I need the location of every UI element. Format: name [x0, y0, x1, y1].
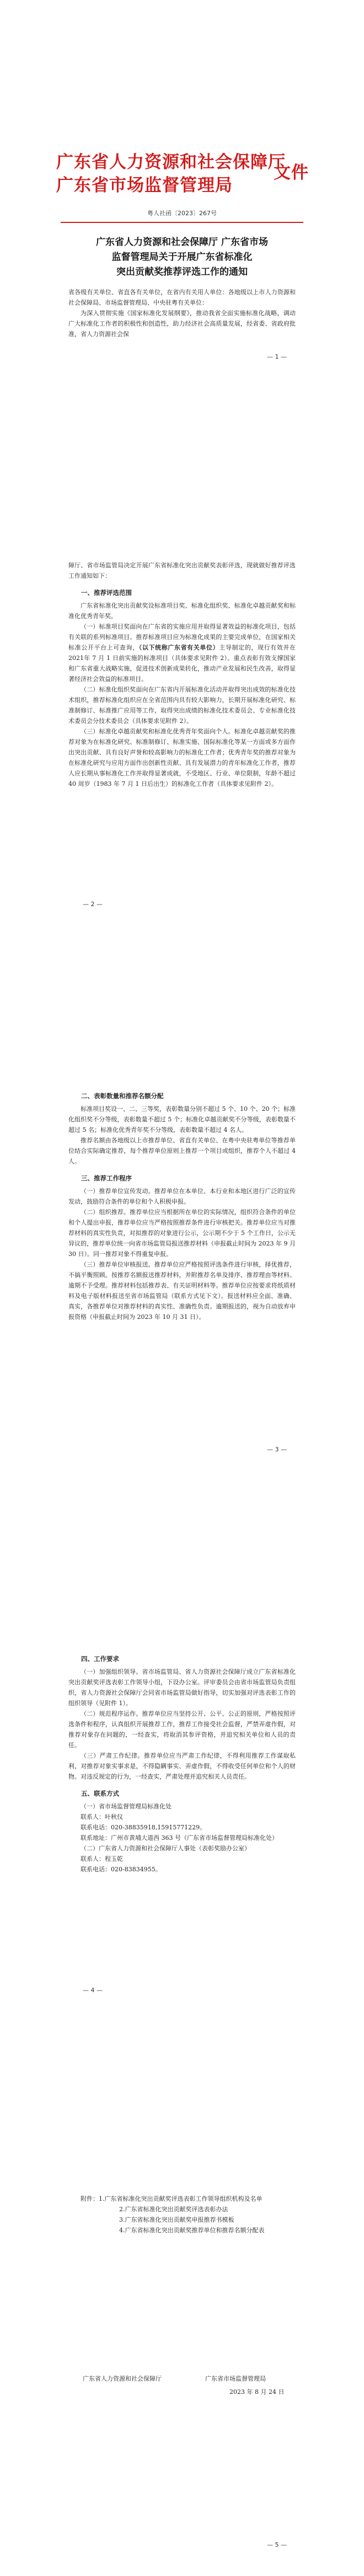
contact-phone: 联系电话：020-38835918,15915771229。 — [81, 1824, 206, 1831]
red-divider — [61, 222, 303, 223]
page-number: — 4 — — [83, 1987, 103, 1994]
signer-hrss: 广东省人力资源和社会保障厅 — [83, 2375, 162, 2382]
paragraph: 为深入贯彻实施《国家标准化发展纲要》，推动我省全面实施标准化战略，调动广大标准化工作者的积极性和创造性，助力经济社会高质量发展，经省委、省政府批准，省人力资源社会保 — [68, 310, 296, 338]
issue-date: 2023 年 8 月 24 日 — [229, 2388, 285, 2396]
page-number: — 5 — — [267, 2541, 287, 2548]
issuer-name-hrss: 广东省人力资源和社会保障厅 — [56, 152, 286, 172]
paragraph: （二）规范程序运作。推荐单位应当坚持公开、公平、公正的原则，严格按照评选条件和程序，认真组织开展推荐工作，推荐工作接受社会监督，严禁弄虚作假，对推荐对象存在问题的，一经查实，将取消其参评资格，并追究相关单位和人员的责任。 — [68, 1710, 296, 1749]
contact-org: （一）省市场监督管理局标准化处 — [81, 1803, 172, 1810]
contact-person: 联系人：叶秋仪 — [81, 1813, 123, 1821]
page-2-body — [0, 560, 364, 789]
paragraph: （一）推荐单位宣传发动。推荐单位在本单位、本行业和本地区进行广泛的宣传发动，鼓励符合条件的单位和个人积极申报。 — [68, 1188, 296, 1205]
page-3-body — [0, 1084, 364, 1322]
paragraph: （二）组织推荐。推荐单位应当根据所在单位的实际情况，组织符合条件的单位和个人提出申报，推荐单位应当严格按照推荐条件进行审核把关。推荐单位应当对推荐材料的真实性负责，对拟推荐的对象进行公示，公示期不少于 5 个工作日，公示无异议的，推荐单位统一向省市场监管局报送推荐材料（申报截止时间为 2023 年 9 月 30 日）。同一推荐对象不得重复申报。 — [68, 1209, 296, 1258]
bold-phrase: （以下统称广东省有关单位） — [138, 644, 220, 651]
document-label: 文件 — [274, 163, 309, 183]
paragraph: 广东省标准化突出贡献奖设标准项目奖、标准化组织奖、标准化卓越贡献奖和标准化优秀青年奖。 — [68, 602, 296, 620]
contact-person: 联系人：程玉乾 — [81, 1855, 123, 1862]
signer-amr: 广东省市场监督管理局 — [205, 2375, 266, 2382]
salutation: 省各级有关单位、省直各有关单位，在省内有关用人单位：各地级以上市人力资源和社会保障局、市场监督管理局、中央驻粤有关单位： — [68, 289, 296, 306]
paragraph: 标准项目奖设一、二、三等奖，表彰数量分别不超过 5 个、10 个、20 个；标准化组织奖不分等级，表彰数量不超过 5 个；标准化卓越贡献奖不分等级，表彰数量不超过 5 名；标准化优秀青年奖不分等级，表彰数量不超过 4 名人。 — [68, 1105, 296, 1133]
section-heading: 二、表彰数量和推荐名额分配 — [81, 1092, 164, 1100]
paragraph: 障厅、省市场监管局决定开展广东省标准化突出贡献奖表彰评选，现就做好推荐评选工作通知如下： — [68, 562, 296, 579]
page-number: — 2 — — [83, 901, 103, 908]
attachments-list — [0, 2194, 364, 2236]
paragraph: （三）推荐单位审核报送。推荐单位应严格按照评选条件进行审核，择优推荐，不搞平衡照顾。按推荐名额报送推荐材料，并附推荐名单及排序、推荐理由等材料。逾期不予受理。推荐材料包括推荐表、有关证明材料等。推荐单位应按要求将纸质材料及电子版材料报送至省市场监管局（联系方式见下文）。报送材料应全面、准确、真实，各推荐单位对推荐材料的真实性、准确性负责。逾期报送的，视为自动放弃申报资格（申报截止时间为 2023 年 10 月 31 日）。 — [68, 1261, 296, 1321]
paragraph: （一）加强组织领导。省市场监管局、省人力资源社会保障厅成立广东省标准化突出贡献奖评选表彰工作领导小组，下设办公室。评审委员会由省市场监管局负责组织，省人力资源社会保障厅会同省市场监管局做好指导，切实加强对评选表彰工作的组织领导（见附件 1）。 — [68, 1668, 296, 1707]
title-line: 监督管理局关于开展广东省标准化 — [111, 252, 253, 263]
attachment-item: 附件：1.广东省标准化突出贡献奖评选表彰工作领导组织机构及名单 — [81, 2195, 263, 2202]
attachment-item: 3.广东省标准化突出贡献奖申报推荐书模板 — [119, 2216, 234, 2223]
paragraph: （三）标准化卓越贡献奖和标准化优秀青年奖面向个人。标准化卓越贡献奖的推荐对象为在标准化研究、标准制修订、标准实施、国际标准化等某一方面或多方面作出突出贡献、具有良好声誉和较高影响力的标准化工作者；优秀青年奖的推荐对象为在标准化研究与应用方面作出创新性贡献、具有发展潜力的青年标准化工作者，推荐人应长期从事标准化工作并取得显著成就，不受地区、行业、单位限制，年龄不超过 40 周岁（1983 年 7 月 1 日后出生）的标准化工作者（具体要求见附件 2）。 — [68, 728, 296, 787]
title-line: 突出贡献奖推荐评选工作的通知 — [116, 267, 248, 278]
paragraph: （二）标准化组织奖面向在广东省内开展标准化活动并取得突出成效的标准化技术组织，推荐标准化组织应在全省范围内具有较大影响力，长期开展标准化研究、标准制修订、标准推广应用等工作，取得突出成绩的标准化技术委员会、专业标准化技术委员会分技术委员会（具体要求见附件 2）。 — [68, 686, 296, 725]
document-number: 粤人社函〔2023〕267号 — [147, 210, 217, 217]
paragraph: （三）严肃工作纪律。推荐单位应当严肃工作纪律，不得利用推荐工作谋取私利，对推荐对象实事求是，不得隐瞒事实、弄虚作假，不得收受任何单位和个人的财物。对违反规定的行为，一经查实，严肃处理并追究相关人员责任。 — [68, 1752, 296, 1780]
section-heading: 四、工作要求 — [81, 1655, 119, 1663]
page-number: — 3 — — [267, 1446, 287, 1453]
section-heading: 一、推荐评选范围 — [81, 589, 132, 597]
page-number: — 1 — — [267, 353, 287, 360]
paragraph: （一）标准项目奖面向在广东省的实施应用并取得显著效益的标准化项目，包括有关联的系列标准项目。推荐标准项目应为标准化成果的主要完成单位，在国家相关标准公开平台上可查询，（以下统称广东省有关单位）主导制定的，现行有效并在 2021年 7 月 1 日前实施的标准项目（具体要求见附件 2）。重点表彰有效支撑国家和广东省重大战略实施，促进技术创新成果转化，推动产业发展和民生改善，取得显著经济社会效益的标准项目。 — [68, 623, 296, 683]
contact-address: 联系地址：广州市黄埔大道西 363 号（广东省市场监督管理局标准化处） — [81, 1834, 278, 1841]
issuer-name-amr: 广东省市场监督管理局 — [56, 175, 233, 195]
section-heading: 三、推荐工作程序 — [81, 1174, 132, 1182]
section-heading: 五、联系方式 — [81, 1790, 119, 1797]
paragraph: 推荐名额由各地级以上市推荐单位、省直有关单位、在粤中央驻粤单位等推荐单位结合实际确定推荐，每个推荐单位原则上推荐一个项目或组织，推荐个人不超过 4 人。 — [68, 1137, 296, 1165]
attachment-item: 2.广东省标准化突出贡献奖评选表彰办法 — [119, 2206, 228, 2213]
contact-org: （二）广东省人力资源和社会保障厅人事处（表彰奖励办公室） — [81, 1845, 250, 1852]
page-1-body — [0, 287, 364, 339]
document-title — [0, 235, 364, 280]
attachment-item: 4.广东省标准化突出贡献奖推荐单位和推荐名额分配表 — [119, 2227, 265, 2234]
title-line: 广东省人力资源和社会保障厅 广东省市场 — [96, 237, 268, 248]
contact-phone: 联系电话：020-83834955。 — [81, 1866, 162, 1873]
page-4-body — [0, 1647, 364, 1875]
